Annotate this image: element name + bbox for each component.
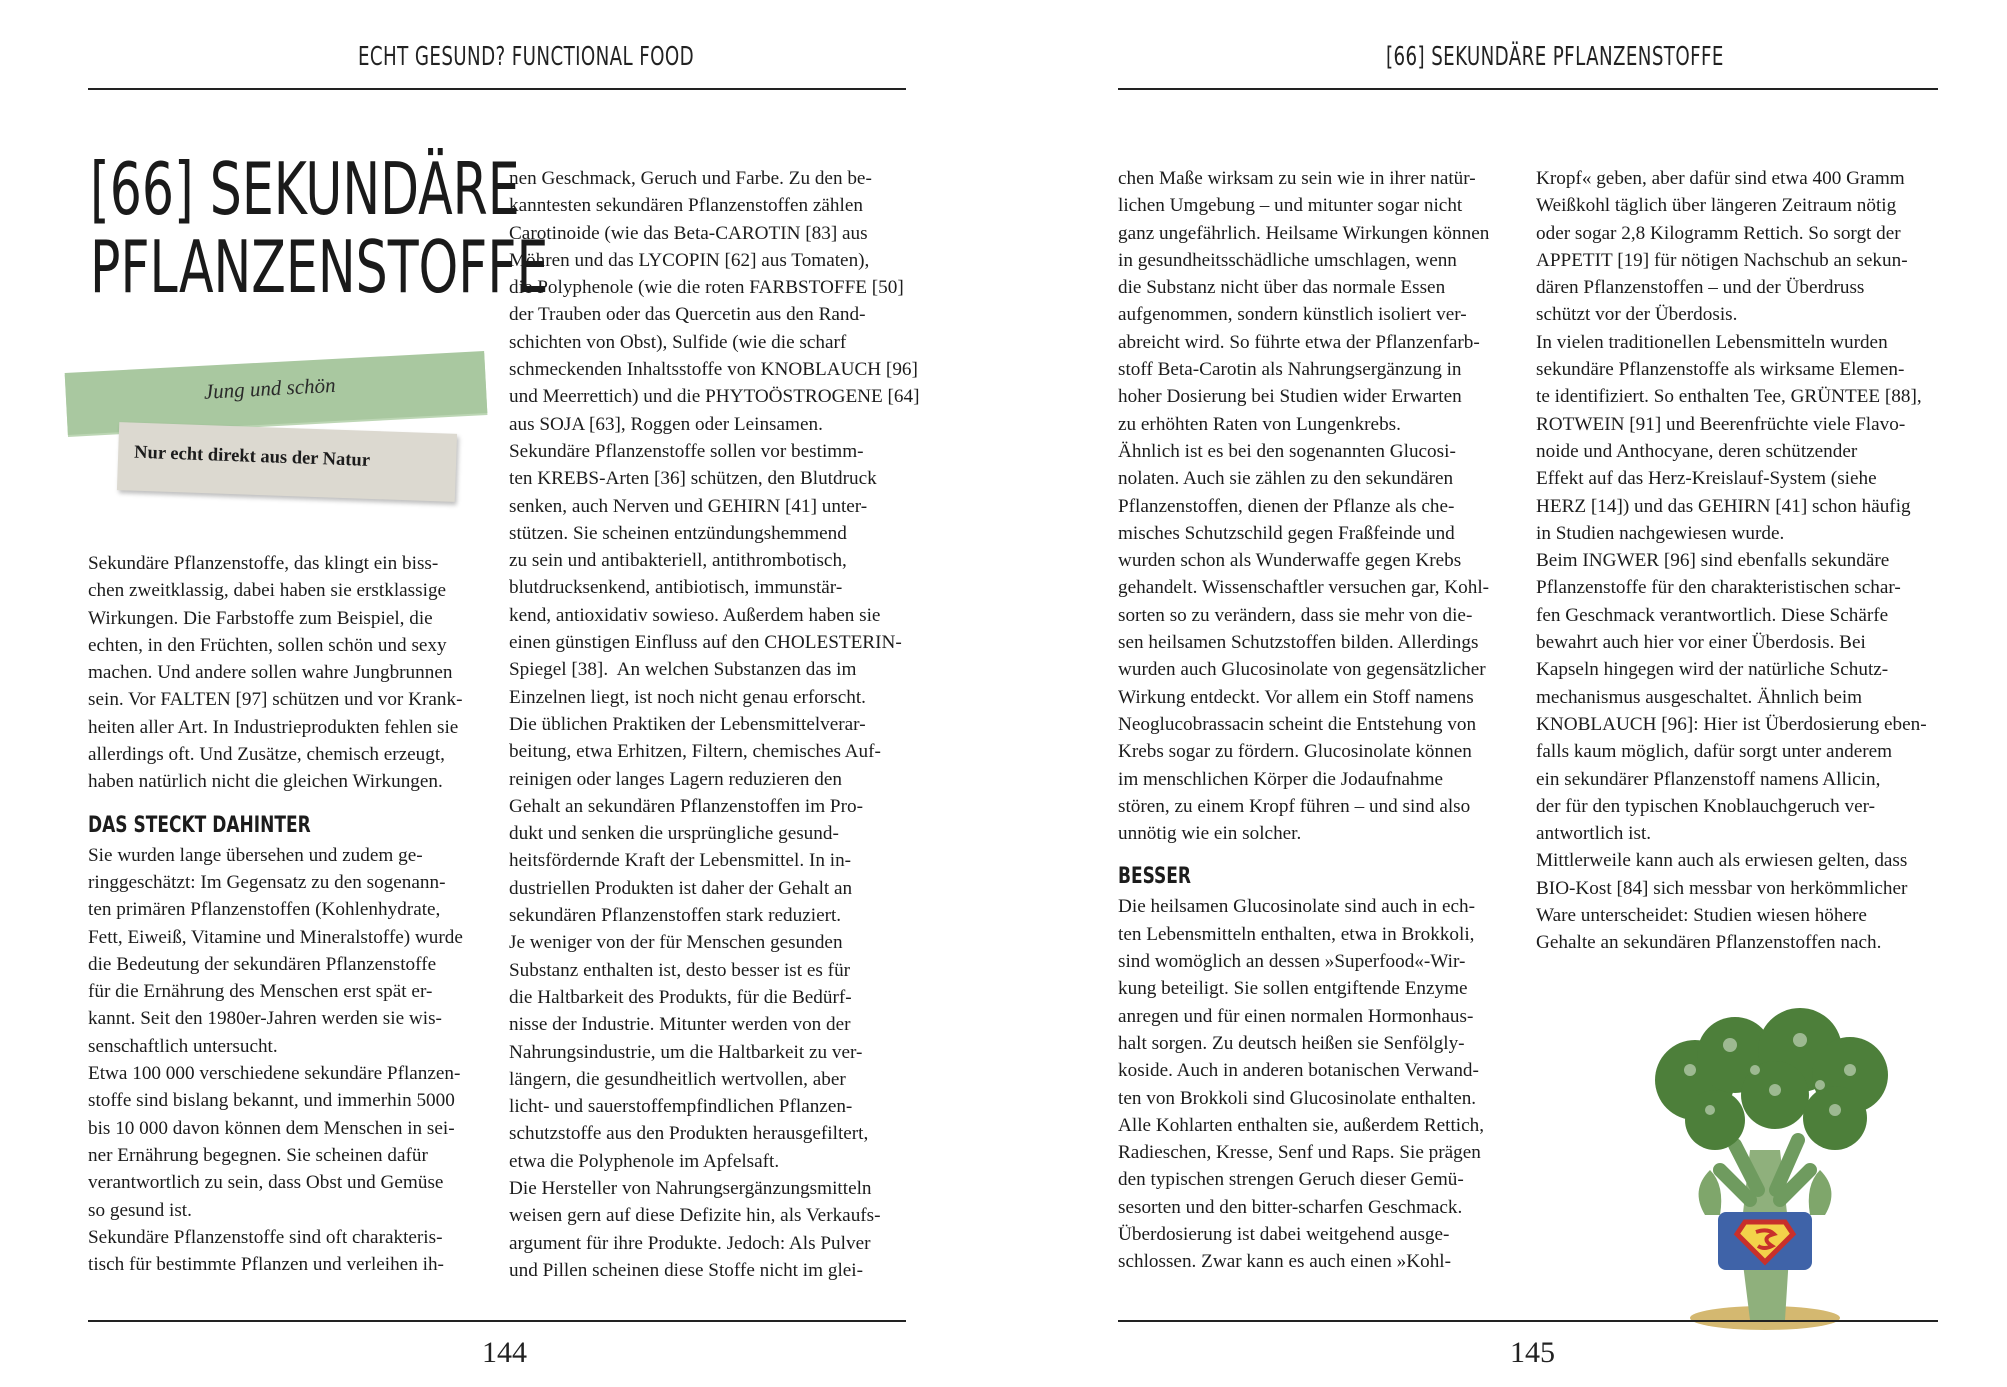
- text-line: stützen. Sie scheinen entzündungshemmend: [509, 522, 847, 544]
- text-line: koside. Auch in anderen botanischen Verwand-: [1118, 1060, 1479, 1082]
- spacer: [1118, 847, 1523, 859]
- left-footer-rule: [88, 1320, 906, 1322]
- text-line: sekundären Pflanzenstoffen stark reduziert.: [509, 905, 842, 927]
- article-title: [90, 147, 549, 309]
- text-line: Nahrungsindustrie, um die Haltbarkeit zu ver-: [509, 1041, 863, 1063]
- text-line: Die üblichen Praktiken der Lebensmittelverar-: [509, 713, 866, 735]
- text-line: ein sekundärer Pflanzenstoff namens Allicin,: [1536, 768, 1881, 790]
- text-line: allerdings oft. Und Zusätze, chemisch erzeugt,: [88, 744, 445, 766]
- text-line: Ware unterscheidet: Studien wiesen höhere: [1536, 905, 1867, 927]
- text-line: reinigen oder langes Lagern reduzieren den: [509, 768, 842, 790]
- text-line: die Haltbarkeit des Produkts, für die Bedürf-: [509, 986, 852, 1008]
- broccoli-superhero-illustration: [1600, 1000, 1930, 1330]
- text-line: wurden schon als Wunderwaffe gegen Krebs: [1118, 550, 1462, 572]
- text-line: Gehalt an sekundären Pflanzenstoffen im Pro-: [509, 795, 863, 817]
- text-line: heitsfördernde Kraft der Lebensmittel. In in-: [509, 850, 852, 872]
- section-heading: DAS STECKT DAHINTER: [88, 812, 311, 838]
- text-line: KNOBLAUCH [96]: Hier ist Überdosierung eben-: [1536, 713, 1927, 735]
- text-line: dären Pflanzenstoffen – und der Überdruss: [1536, 277, 1865, 299]
- right-page-number: 145: [1510, 1336, 1555, 1369]
- tagline-strip: [117, 422, 457, 502]
- text-line: ner Ernährung begegnen. Sie scheinen dafür: [88, 1144, 428, 1166]
- text-line: schützt vor der Überdosis.: [1536, 304, 1738, 326]
- text-line: haben natürlich nicht die gleichen Wirkungen.: [88, 771, 443, 793]
- text-line: blutdrucksenkend, antibiotisch, immunstär-: [509, 577, 843, 599]
- text-line: den typischen strengen Geruch dieser Gemü-: [1118, 1169, 1464, 1191]
- text-line: Sie wurden lange übersehen und zudem ge-: [88, 844, 423, 866]
- text-line: Etwa 100 000 verschiedene sekundäre Pflanzen-: [88, 1063, 461, 1085]
- text-line: und Meerrettich) und die PHYTOÖSTROGENE [64]: [509, 386, 920, 408]
- text-line: te identifiziert. So enthalten Tee, GRÜNTEE [88],: [1536, 386, 1922, 408]
- text-line: licht- und sauerstoffempfindlichen Pflanzen-: [509, 1096, 853, 1118]
- text-line: ringgeschätzt: Im Gegensatz zu den sogenann-: [88, 871, 446, 893]
- text-line: echten, in den Früchten, sollen schön und sexy: [88, 634, 447, 656]
- text-line: schlossen. Zwar kann es auch einen »Kohl-: [1118, 1251, 1452, 1273]
- text-line: Weißkohl täglich über längeren Zeitraum nötig: [1536, 195, 1897, 217]
- left-header-rule: [88, 88, 906, 90]
- broccoli-florets: [1655, 1008, 1888, 1150]
- text-line: für die Ernährung des Menschen erst spät er-: [88, 981, 433, 1003]
- text-line: weisen gern auf diese Defizite hin, als Verkaufs-: [509, 1205, 881, 1227]
- text-line: kend, antioxidativ sowieso. Außerdem haben sie: [509, 604, 881, 626]
- text-line: Radieschen, Kresse, Senf und Raps. Sie prägen: [1118, 1142, 1481, 1164]
- text-line: die Bedeutung der sekundären Pflanzenstoffe: [88, 953, 437, 975]
- left-column-1: [88, 550, 488, 1278]
- text-line: Beim INGWER [96] sind ebenfalls sekundäre: [1536, 550, 1890, 572]
- text-line: falls kaum möglich, dafür sorgt unter anderem: [1536, 741, 1893, 763]
- text-line: und Pillen scheinen diese Stoffe nicht im glei-: [509, 1259, 864, 1281]
- text-line: unnötig wie ein solcher.: [1118, 823, 1302, 845]
- text-line: sind womöglich an dessen »Superfood«-Wir-: [1118, 951, 1466, 973]
- text-line: APPETIT [19] für nötigen Nachschub an sekun-: [1536, 249, 1908, 271]
- text-line: sen heilsamen Schutzstoffen bilden. Allerdings: [1118, 632, 1479, 654]
- text-line: Gehalte an sekundären Pflanzenstoffen nach.: [1536, 932, 1882, 954]
- text-line: tisch für bestimmte Pflanzen und verleihen ih-: [88, 1254, 444, 1276]
- text-line: im menschlichen Körper die Jodaufnahme: [1118, 768, 1444, 790]
- text-line: aus SOJA [63], Roggen oder Leinsamen.: [509, 413, 823, 435]
- text-line: der für den typischen Knoblauchgeruch ver-: [1536, 795, 1875, 817]
- text-line: zu erhöhten Raten von Lungenkrebs.: [1118, 413, 1401, 435]
- text-line: ten von Brokkoli sind Glucosinolate enthalten.: [1118, 1087, 1477, 1109]
- text-line: Die Hersteller von Nahrungsergänzungsmitteln: [509, 1177, 872, 1199]
- text-line: bewahrt auch hier vor einer Überdosis. Bei: [1536, 632, 1866, 654]
- text-line: schmeckenden Inhaltsstoffe von KNOBLAUCH [96]: [509, 359, 918, 381]
- subtitle-text: Jung und schön: [203, 372, 337, 404]
- text-line: stoffe sind bislang bekannt, und immerhin 5000: [88, 1090, 455, 1112]
- text-line: gehandelt. Wissenschaftler versuchen gar, Kohl-: [1118, 577, 1490, 599]
- text-line: abreicht wird. So führte etwa der Pflanzenfarb-: [1118, 331, 1480, 353]
- text-line: Sekundäre Pflanzenstoffe sollen vor bestimm-: [509, 440, 864, 462]
- text-line: halt sorgen. Zu deutsch heißen sie Senfölgly-: [1118, 1032, 1465, 1054]
- left-column-2: [509, 165, 920, 1284]
- text-line: kanntesten sekundären Pflanzenstoffen zählen: [509, 195, 863, 217]
- text-line: lichen Umgebung – und mitunter sogar nicht: [1118, 195, 1463, 217]
- text-line: in gesundheitsschädliche umschlagen, wenn: [1118, 249, 1457, 271]
- right-column-1: [1118, 165, 1523, 1276]
- text-line: Kapseln hingegen wird der natürliche Schutz-: [1536, 659, 1889, 681]
- text-line: kannt. Seit den 1980er-Jahren werden sie wis-: [88, 1008, 442, 1030]
- text-line: chen Maße wirksam zu sein wie in ihrer natür-: [1118, 168, 1476, 189]
- left-page-number: 144: [482, 1336, 527, 1369]
- text-line: wurden auch Glucosinolate von gegensätzlicher: [1118, 659, 1486, 681]
- text-line: nen Geschmack, Geruch und Farbe. Zu den be-: [509, 168, 872, 189]
- text-line: Carotinoide (wie das Beta-CAROTIN [83] aus: [509, 222, 868, 244]
- text-line: etwa die Polyphenole im Apfelsaft.: [509, 1150, 780, 1172]
- title-line-1: [66] SEKUNDÄRE: [90, 147, 520, 231]
- title-line-2: PFLANZENSTOFFE: [90, 225, 549, 309]
- text-line: verantwortlich zu sein, dass Obst und Gemüse: [88, 1172, 444, 1194]
- text-line: Die heilsamen Glucosinolate sind auch in ech-: [1118, 896, 1475, 918]
- text-line: Sekundäre Pflanzenstoffe sind oft charakteris-: [88, 1226, 443, 1248]
- text-line: Krebs sogar zu fördern. Glucosinolate können: [1118, 741, 1472, 763]
- text-line: argument für ihre Produkte. Jedoch: Als Pulver: [509, 1232, 871, 1254]
- text-line: zu sein und antibakteriell, antithrombotisch,: [509, 550, 847, 572]
- text-line: mechanismus ausgeschaltet. Ähnlich beim: [1536, 686, 1863, 708]
- text-line: In vielen traditionellen Lebensmitteln wurden: [1536, 331, 1888, 353]
- text-line: dustriellen Produkten ist daher der Gehalt an: [509, 877, 853, 899]
- text-line: senschaftlich untersucht.: [88, 1035, 278, 1057]
- text-line: noide und Anthocyane, deren schützender: [1536, 440, 1858, 462]
- text-line: antwortlich ist.: [1536, 823, 1652, 845]
- text-line: Sekundäre Pflanzenstoffe, das klingt ein biss-: [88, 553, 439, 574]
- tagline-text: Nur echt direkt aus der Natur: [133, 442, 371, 471]
- text-line: Mittlerweile kann auch als erwiesen gelten, dass: [1536, 850, 1908, 872]
- text-line: machen. Und andere sollen wahre Jungbrunnen: [88, 662, 453, 684]
- text-line: hoher Dosierung bei Studien wider Erwarten: [1118, 386, 1462, 408]
- text-line: stoff Beta-Carotin als Nahrungsergänzung in: [1118, 359, 1462, 381]
- text-line: chen zweitklassig, dabei haben sie erstklassige: [88, 580, 447, 602]
- text-line: ROTWEIN [91] und Beerenfrüchte viele Flavo-: [1536, 413, 1906, 435]
- text-line: längern, die gesundheitlich wertvollen, aber: [509, 1068, 846, 1090]
- text-line: misches Schutzschild gegen Fraßfeinde und: [1118, 522, 1455, 544]
- text-line: kung beteiligt. Sie sollen entgiftende Enzyme: [1118, 978, 1468, 1000]
- text-line: sein. Vor FALTEN [97] schützen und vor Krank-: [88, 689, 463, 711]
- text-line: Wirkungen. Die Farbstoffe zum Beispiel, die: [88, 607, 433, 629]
- text-line: so gesund ist.: [88, 1199, 192, 1221]
- text-line: die Polyphenole (wie die roten FARBSTOFFE [50]: [509, 277, 904, 299]
- section-heading: BESSER: [1118, 864, 1192, 890]
- text-line: heiten aller Art. In Industrieprodukten fehlen sie: [88, 716, 459, 738]
- text-line: stören, zu einem Kropf führen – und sind also: [1118, 795, 1471, 817]
- text-line: Je weniger von der für Menschen gesunden: [509, 932, 843, 954]
- left-running-header: ECHT GESUND? FUNCTIONAL FOOD: [358, 42, 695, 72]
- text-line: ten Lebensmitteln enthalten, etwa in Brokkoli,: [1118, 923, 1475, 945]
- right-column-2: [1536, 165, 1941, 957]
- text-line: Möhren und das LYCOPIN [62] aus Tomaten),: [509, 249, 870, 271]
- text-line: sekundäre Pflanzenstoffe als wirksame Elemen-: [1536, 359, 1905, 381]
- spacer: [88, 796, 488, 808]
- text-line: beitung, etwa Erhitzen, Filtern, chemisches Auf-: [509, 741, 881, 763]
- right-header-rule: [1118, 88, 1938, 90]
- text-line: Ähnlich ist es bei den sogenannten Glucosi-: [1118, 440, 1456, 462]
- text-line: die Substanz nicht über das normale Essen: [1118, 277, 1446, 299]
- text-line: Effekt auf das Herz-Kreislauf-System (siehe: [1536, 468, 1877, 490]
- text-line: einen günstigen Einfluss auf den CHOLESTERIN-: [509, 632, 902, 654]
- text-line: Neoglucobrassacin scheint die Entstehung von: [1118, 713, 1477, 735]
- text-line: HERZ [14]) und das GEHIRN [41] schon häufig: [1536, 495, 1911, 517]
- text-line: Substanz enthalten ist, desto besser ist es für: [509, 959, 851, 981]
- text-line: ten KREBS-Arten [36] schützen, den Blutdruck: [509, 468, 877, 490]
- text-line: ten primären Pflanzenstoffen (Kohlenhydrate,: [88, 899, 441, 921]
- text-line: ganz ungefährlich. Heilsame Wirkungen können: [1118, 222, 1490, 244]
- text-line: Wirkung entdeckt. Vor allem ein Stoff namens: [1118, 686, 1474, 708]
- text-line: dukt und senken die ursprüngliche gesund-: [509, 823, 839, 845]
- text-line: aufgenommen, sondern künstlich isoliert ver-: [1118, 304, 1467, 326]
- text-line: nisse der Industrie. Mitunter werden von der: [509, 1014, 851, 1036]
- text-line: Einzelnen liegt, ist noch nicht genau erforscht.: [509, 686, 866, 708]
- text-line: BIO-Kost [84] sich messbar von herkömmlicher: [1536, 877, 1908, 899]
- text-line: oder sogar 2,8 Kilogramm Rettich. So sorgt der: [1536, 222, 1901, 244]
- text-line: anregen und für einen normalen Hormonhaus-: [1118, 1005, 1474, 1027]
- text-line: Pflanzenstoffen, dienen der Pflanze als che-: [1118, 495, 1455, 517]
- text-line: in Studien nachgewiesen wurde.: [1536, 522, 1785, 544]
- text-line: sorten so zu verändern, dass sie mehr von die-: [1118, 604, 1473, 626]
- text-line: Alle Kohlarten enthalten sie, außerdem Rettich,: [1118, 1114, 1485, 1136]
- text-line: Kropf« geben, aber dafür sind etwa 400 Gramm: [1536, 168, 1905, 189]
- text-line: Pflanzenstoffe für den charakteristischen schar-: [1536, 577, 1901, 599]
- text-line: bis 10 000 davon können dem Menschen in sei-: [88, 1117, 455, 1139]
- text-line: senken, auch Nerven und GEHIRN [41] unter-: [509, 495, 868, 517]
- text-line: nolaten. Auch sie zählen zu den sekundären: [1118, 468, 1454, 490]
- text-line: Fett, Eiweiß, Vitamine und Mineralstoffe) wurde: [88, 926, 463, 948]
- text-line: der Trauben oder das Quercetin aus den Rand-: [509, 304, 866, 326]
- text-line: schichten von Obst), Sulfide (wie die scharf: [509, 331, 847, 353]
- text-line: Spiegel [38]. An welchen Substanzen das im: [509, 659, 857, 681]
- text-line: Überdosierung ist dabei weitgehend ausge-: [1118, 1223, 1450, 1245]
- text-line: fen Geschmack verantwortlich. Diese Schärfe: [1536, 604, 1889, 626]
- right-running-header: [66] SEKUNDÄRE PFLANZENSTOFFE: [1386, 42, 1724, 72]
- text-line: sesorten und den bitter-scharfen Geschmack.: [1118, 1196, 1463, 1218]
- right-footer-rule: [1118, 1320, 1938, 1322]
- text-line: schutzstoffe aus den Produkten herausgefiltert,: [509, 1123, 869, 1145]
